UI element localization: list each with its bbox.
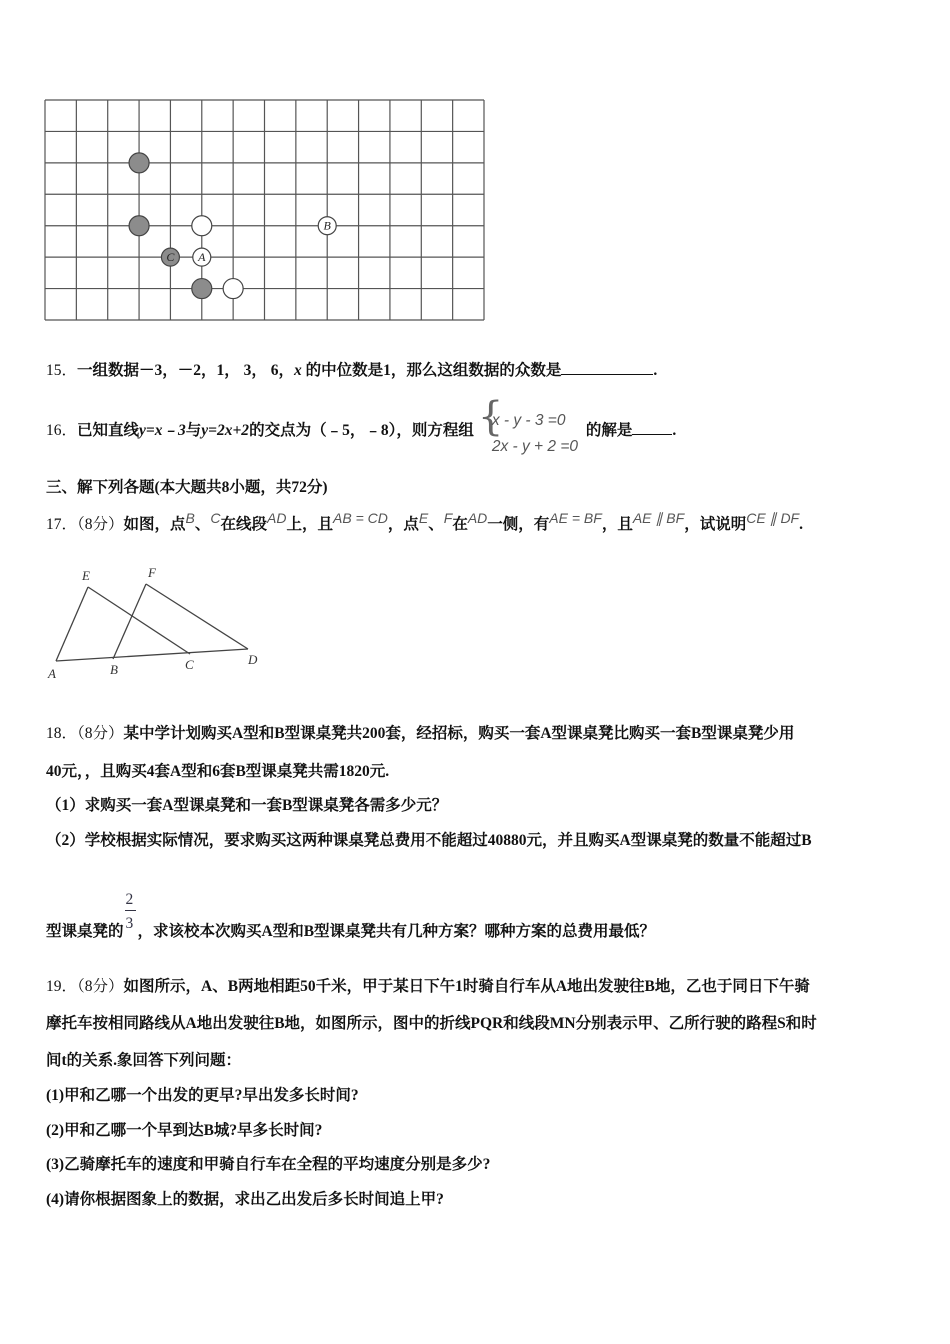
math: E [418,510,429,526]
question-number: 16． [46,422,78,439]
segment-FD [146,584,248,649]
text: 已知直线 [77,422,140,439]
question-19-line-2: 摩托车按相同路线从A地出发驶往B地，如图所示，图中的折线PQR和线段MN分别表示甲、乙所行驶的路程S和时 [46,1015,817,1032]
question-18-line-2: 40元，，且购买4套A型和6套B型课桌凳共需1820元. [46,763,390,780]
white-stone [192,216,212,236]
segment-AE [56,587,88,661]
question-17 [46,510,803,535]
question-15 [46,360,657,381]
math: AD [467,510,488,526]
text: 的交点为（﹣5，﹣8），则方程组 [249,422,474,439]
stone-label: A [198,250,206,265]
score: （8分） [77,516,124,533]
text: ，且 [601,516,633,533]
variable: x [294,362,302,379]
text: 、 [428,516,444,533]
question-18-part-1: （1）求购买一套A型课桌凳和一套B型课桌凳各需多少元？ [46,797,448,814]
text: 的中位数是1，那么这组数据的众数是 [305,362,562,379]
text: 上，且 [286,516,334,533]
question-number: 15． [46,362,78,379]
label-E: E [82,568,90,583]
text: 如图所示，A、B两地相距50千米，甲于某日下午1时骑自行车从A地出发驶往B地，乙也于同日下午骑 [123,978,810,995]
text: 某中学计划购买A型和B型课桌凳共200套，经招标，购买一套A型课桌凳比购买一套B型课桌凳少用 [123,725,795,742]
stone-label: C [166,250,175,265]
text: 在线段 [220,516,268,533]
text: 、 [194,516,211,533]
label-F: F [148,565,156,580]
question-18-line-5 [46,891,656,942]
math: C [210,510,221,526]
text: 与 [185,422,202,439]
question-number: 19． [46,978,78,995]
segment-BF [113,584,146,659]
text: ，试说明 [684,516,747,533]
question-18-part-2: （2）学校根据实际情况，要求购买这两种课桌凳总费用不能超过40880元，并且购买A型课桌凳的数量不能超过B [46,832,812,849]
equation-line: 2x - y + 2 =0 [491,438,578,455]
fraction [124,891,138,936]
math: CE ∥ DF [746,510,800,526]
question-19-part-3: (3)乙骑摩托车的速度和甲骑自行车在全程的平均速度分别是多少? [46,1156,491,1173]
math: B [185,510,195,526]
question-19-line-1 [46,977,810,997]
grid-figure [0,0,950,340]
label-C: C [185,657,194,672]
score: （8分） [77,725,124,742]
text: ，点 [387,516,419,533]
segment-EC [88,587,190,654]
white-stone [223,279,243,299]
equation-line: x - y - 3 =0 [491,412,566,429]
text: 一组数据－3，－2，1， 3， 6， [77,362,295,379]
gray-stone [129,216,149,236]
question-16: 16．已知直线y=x﹣3与y=2x+2的交点为（﹣5，﹣8），则方程组 { x - y - 3 =0 2x - y + 2 =0 的解是 . [46,394,677,455]
question-18-line-1 [46,724,794,744]
segment-AD [56,649,248,661]
text: 在 [452,516,468,533]
score: （8分） [77,978,124,995]
gray-stone [129,153,149,173]
math: F [443,510,453,526]
label-B: B [110,662,118,677]
math: AB = CD [333,510,388,526]
question-19-line-3: 间t的关系.象回答下列问题： [46,1052,242,1069]
text: . [799,516,803,533]
label-D: D [248,652,258,667]
question-19-part-4: (4)请你根据图象上的数据，求出乙出发后多长时间追上甲? [46,1191,444,1208]
answer-blank [561,360,653,375]
gray-stone [192,279,212,299]
text: 的解是 [585,422,633,439]
text: ，求该校本次购买A型和B型课桌凳共有几种方案？哪种方案的总费用最低？ [137,923,656,940]
text: . [672,422,677,439]
equation: y=2x+2 [201,422,250,439]
answer-blank [632,420,672,435]
section-heading: 三、解下列各题(本大题共8小题，共72分) [46,479,328,496]
text: . [653,362,658,379]
question-number: 17． [46,516,78,533]
math: AE ∥ BF [632,510,685,526]
math: AD [267,510,287,526]
text: 一侧，有 [487,516,550,533]
equation: y=x﹣3 [139,422,186,439]
denominator: 3 [125,915,134,932]
text: 如图，点 [123,516,186,533]
question-19-part-2: (2)甲和乙哪一个早到达B城?早多长时间? [46,1122,323,1139]
stone-label: B [323,218,331,233]
math: AE = BF [549,510,602,526]
text: 型课桌凳的 [46,923,124,940]
numerator: 2 [125,891,134,908]
question-19-part-1: (1)甲和乙哪一个出发的更早?早出发多长时间? [46,1087,359,1104]
fraction-bar [125,910,136,911]
label-A: A [48,666,56,681]
question-number: 18． [46,725,78,742]
